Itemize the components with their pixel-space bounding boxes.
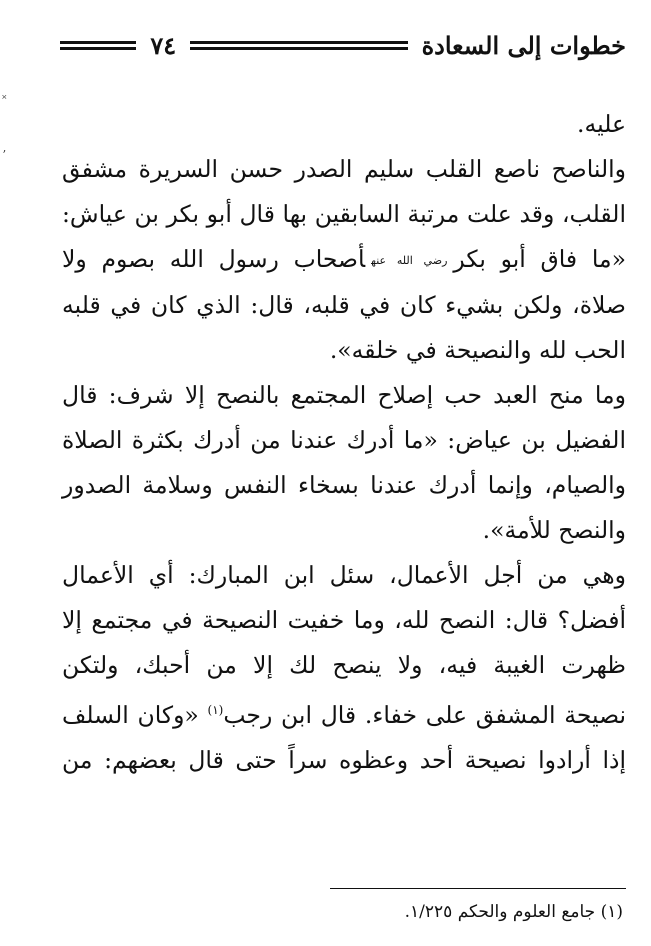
text-line: إذا أرادوا نصيحة أحد وعظوه سراً حتى قال بعضهم: من (62, 745, 626, 774)
text-line (62, 688, 626, 738)
text-line: صلاة، ولكن بشيء كان في قلبه، قال: الذي كان في قلبه (62, 291, 626, 319)
text-line: وما منح العبد حب إصلاح المجتمع بالنصح إلا شرف: قال (62, 381, 626, 409)
footnote-separator (330, 888, 626, 889)
footnote-marker[interactable]: (١) (207, 703, 224, 717)
text-segment: نصيحة المشفق على خفاء. قال ابن رجب (223, 700, 627, 729)
text-segment: «ما فاق أبو بكر (453, 245, 627, 273)
text-line: ظهرت الغيبة فيه، ولا ينصح لك إلا من أحبك، ولتكن (62, 651, 626, 679)
text-line: أفضل؟ قال: النصح لله، وما خفيت النصيحة في مجتمع إلا (62, 606, 626, 634)
margin-mark: ʼ (2, 148, 6, 162)
text-segment: «وكان السلف (62, 700, 208, 729)
text-line: والصيام، وإنما أدرك عندنا بسخاء النفس وسلامة الصدور (62, 471, 626, 499)
running-header (60, 22, 626, 68)
text-line: والنصح للأمة». (482, 516, 626, 544)
text-line (62, 237, 626, 283)
text-line: عليه. (577, 110, 626, 138)
footnote: (١) جامع العلوم والحكم ١/٢٢٥. (404, 902, 623, 922)
text-segment: أصحاب رسول الله بصوم ولا (62, 245, 366, 273)
text-line: القلب، وقد علت مرتبة السابقين بها قال أبو بكر بن عياش: (62, 200, 626, 228)
page-number: ٧٤ (150, 30, 177, 60)
text-line: وهي من أجل الأعمال، سئل ابن المبارك: أي الأعمال (62, 561, 626, 589)
text-line: والناصح ناصع القلب سليم الصدر حسن السريرة مشفق (62, 155, 626, 183)
honorific-glyph: رضي الله عنه (371, 254, 448, 267)
header-double-rule-long (190, 41, 407, 50)
book-title: خطوات إلى السعادة (421, 30, 626, 60)
margin-mark: ˟ (2, 92, 7, 106)
text-line: الفضيل بن عياض: «ما أدرك عندنا من أدرك بكثرة الصلاة (62, 426, 626, 454)
header-double-rule-short (60, 41, 136, 50)
text-line: الحب لله والنصيحة في خلقه». (329, 336, 626, 364)
body-text (62, 102, 626, 783)
